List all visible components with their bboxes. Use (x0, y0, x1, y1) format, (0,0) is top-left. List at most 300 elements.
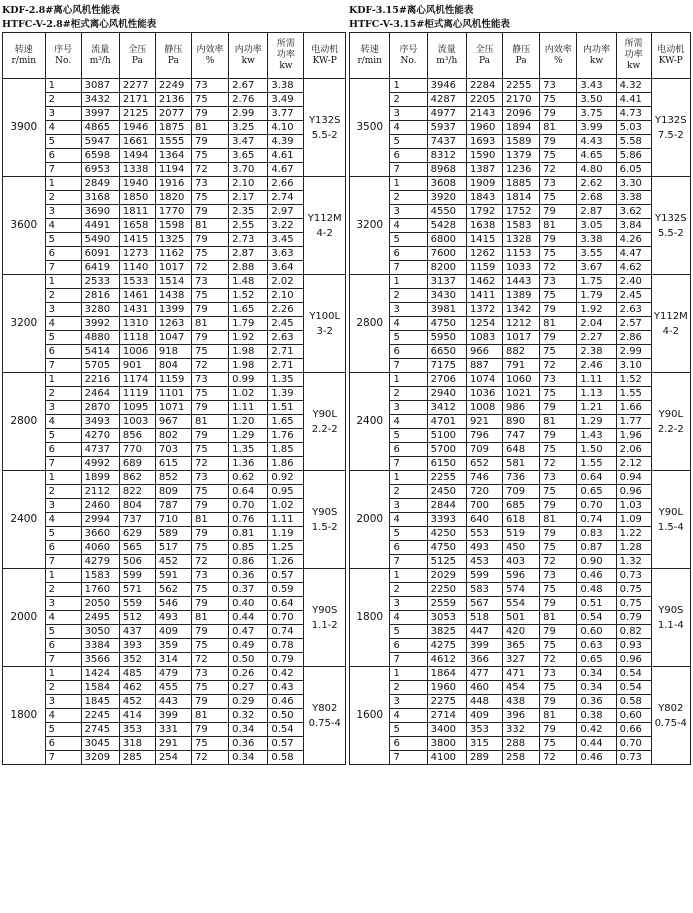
motor-line: 1.5-4 (657, 521, 684, 533)
table-row (350, 79, 691, 93)
efficiency-cell: 75 (540, 289, 577, 303)
internal-power-cell: 0.65 (577, 485, 616, 499)
no-cell: 1 (390, 79, 427, 93)
required-power-cell: 3.49 (268, 93, 304, 107)
no-cell: 4 (390, 317, 427, 331)
table-row (3, 149, 346, 163)
no-cell: 5 (390, 233, 427, 247)
total-pressure-cell: 640 (466, 513, 502, 527)
required-power-cell: 2.40 (616, 275, 651, 289)
internal-power-cell: 0.76 (229, 513, 268, 527)
static-pressure-cell: 517 (155, 541, 191, 555)
flow-cell: 2714 (427, 709, 466, 723)
table-row (350, 359, 691, 373)
flow-cell: 6091 (81, 247, 119, 261)
required-power-cell: 3.45 (268, 233, 304, 247)
static-pressure-cell: 471 (503, 667, 540, 681)
internal-power-cell: 1.92 (229, 331, 268, 345)
no-cell: 4 (45, 219, 81, 233)
internal-power-cell: 0.64 (577, 471, 616, 485)
static-pressure-cell: 1752 (503, 205, 540, 219)
flow-cell: 3608 (427, 177, 466, 191)
header-line: 全压 (128, 44, 147, 55)
flow-cell: 4865 (81, 121, 119, 135)
flow-cell: 5947 (81, 135, 119, 149)
table-row (350, 681, 691, 695)
required-power-cell: 2.74 (268, 191, 304, 205)
flow-cell: 8312 (427, 149, 466, 163)
internal-power-cell: 1.79 (577, 289, 616, 303)
static-pressure-cell: 1598 (155, 219, 191, 233)
no-cell: 4 (45, 513, 81, 527)
efficiency-cell: 73 (191, 177, 228, 191)
no-cell: 1 (390, 275, 427, 289)
flow-cell: 2050 (81, 597, 119, 611)
flow-cell: 4977 (427, 107, 466, 121)
efficiency-cell: 81 (540, 709, 577, 723)
table-row (3, 205, 346, 219)
table-row (3, 751, 346, 765)
table-row (3, 569, 346, 583)
motor-line: Y132S (308, 114, 341, 126)
table-row (350, 695, 691, 709)
static-pressure-cell: 890 (503, 415, 540, 429)
internal-power-cell: 0.27 (229, 681, 268, 695)
efficiency-cell: 81 (540, 317, 577, 331)
static-pressure-cell: 403 (503, 555, 540, 569)
efficiency-cell: 79 (540, 233, 577, 247)
no-cell: 3 (390, 303, 427, 317)
total-pressure-cell: 1494 (119, 149, 155, 163)
total-pressure-cell: 599 (119, 569, 155, 583)
no-cell: 7 (45, 653, 81, 667)
speed-cell: 2800 (3, 373, 46, 471)
flow-cell: 4279 (81, 555, 119, 569)
required-power-cell: 4.41 (616, 93, 651, 107)
no-cell: 1 (390, 373, 427, 387)
required-power-cell: 0.50 (268, 709, 304, 723)
header-line: Pa (131, 55, 143, 66)
total-pressure-cell: 901 (119, 359, 155, 373)
efficiency-cell: 79 (191, 107, 228, 121)
table-row (350, 331, 691, 345)
required-power-cell: 0.82 (616, 625, 651, 639)
required-power-cell: 1.52 (616, 373, 651, 387)
speed-cell: 3200 (350, 177, 390, 275)
static-pressure-cell: 2096 (503, 107, 540, 121)
internal-power-cell: 0.36 (229, 737, 268, 751)
internal-power-cell: 0.36 (229, 569, 268, 583)
table-row (350, 401, 691, 415)
flow-cell: 2533 (81, 275, 119, 289)
flow-cell: 1584 (81, 681, 119, 695)
static-pressure-cell: 1364 (155, 149, 191, 163)
static-pressure-cell: 589 (155, 527, 191, 541)
total-pressure-cell: 1338 (119, 163, 155, 177)
static-pressure-cell: 1875 (155, 121, 191, 135)
required-power-cell: 0.57 (268, 737, 304, 751)
no-cell: 1 (45, 569, 81, 583)
total-pressure-cell: 1960 (466, 121, 502, 135)
table-row (3, 527, 346, 541)
motor-line: 5.5-2 (657, 227, 684, 239)
static-pressure-cell: 454 (503, 681, 540, 695)
flow-cell: 3280 (81, 303, 119, 317)
efficiency-cell: 75 (540, 149, 577, 163)
efficiency-cell: 75 (540, 191, 577, 205)
internal-power-cell: 1.92 (577, 303, 616, 317)
no-cell: 7 (390, 359, 427, 373)
efficiency-cell: 75 (540, 583, 577, 597)
table-row (3, 275, 346, 289)
internal-power-cell: 3.47 (229, 135, 268, 149)
no-cell: 5 (390, 625, 427, 639)
total-pressure-cell: 485 (119, 667, 155, 681)
internal-power-cell: 3.99 (577, 121, 616, 135)
table-row (3, 121, 346, 135)
efficiency-cell: 72 (191, 261, 228, 275)
header-internal-power (229, 33, 268, 79)
total-pressure-cell: 709 (466, 443, 502, 457)
flow-cell: 5950 (427, 331, 466, 345)
flow-cell: 1583 (81, 569, 119, 583)
internal-power-cell: 0.81 (229, 527, 268, 541)
static-pressure-cell: 2077 (155, 107, 191, 121)
no-cell: 6 (45, 149, 81, 163)
flow-cell: 2464 (81, 387, 119, 401)
internal-power-cell: 1.29 (577, 415, 616, 429)
flow-cell: 3168 (81, 191, 119, 205)
internal-power-cell: 0.36 (577, 695, 616, 709)
table-row (3, 597, 346, 611)
static-pressure-cell: 1583 (503, 219, 540, 233)
no-cell: 7 (45, 163, 81, 177)
table-row (350, 709, 691, 723)
static-pressure-cell: 596 (503, 569, 540, 583)
header-efficiency (540, 33, 577, 79)
total-pressure-cell: 583 (466, 583, 502, 597)
table-row (350, 387, 691, 401)
efficiency-cell: 75 (191, 247, 228, 261)
no-cell: 6 (390, 737, 427, 751)
table-row (350, 625, 691, 639)
internal-power-cell: 2.76 (229, 93, 268, 107)
flow-cell: 5100 (427, 429, 466, 443)
static-pressure-cell: 615 (155, 457, 191, 471)
internal-power-cell: 2.73 (229, 233, 268, 247)
table-row (350, 667, 691, 681)
no-cell: 3 (45, 205, 81, 219)
flow-cell: 5490 (81, 233, 119, 247)
flow-cell: 6650 (427, 345, 466, 359)
no-cell: 4 (390, 121, 427, 135)
table-row (350, 499, 691, 513)
internal-power-cell: 1.35 (229, 443, 268, 457)
static-pressure-cell: 1820 (155, 191, 191, 205)
static-pressure-cell: 331 (155, 723, 191, 737)
required-power-cell: 4.10 (268, 121, 304, 135)
flow-cell: 6150 (427, 457, 466, 471)
no-cell: 7 (390, 163, 427, 177)
total-pressure-cell: 2125 (119, 107, 155, 121)
static-pressure-cell: 288 (503, 737, 540, 751)
no-cell: 2 (45, 191, 81, 205)
required-power-cell: 0.79 (616, 611, 651, 625)
header-required-power (268, 33, 304, 79)
required-power-cell: 1.55 (616, 387, 651, 401)
table-row (3, 317, 346, 331)
table-row (3, 303, 346, 317)
no-cell: 3 (390, 597, 427, 611)
no-cell: 7 (45, 555, 81, 569)
motor-line: 2.2-2 (657, 423, 684, 435)
total-pressure-cell: 393 (119, 639, 155, 653)
required-power-cell: 2.71 (268, 359, 304, 373)
motor-line: Y90S (312, 604, 338, 616)
header-line: 功率 (276, 50, 295, 60)
total-pressure-cell: 2284 (466, 79, 502, 93)
internal-power-cell: 2.35 (229, 205, 268, 219)
internal-power-cell: 1.79 (229, 317, 268, 331)
motor-line: Y90S (312, 506, 338, 518)
total-pressure-cell: 1036 (466, 387, 502, 401)
static-pressure-cell: 967 (155, 415, 191, 429)
required-power-cell: 1.03 (616, 499, 651, 513)
total-pressure-cell: 1273 (119, 247, 155, 261)
efficiency-cell: 73 (540, 373, 577, 387)
required-power-cell: 0.73 (616, 751, 651, 765)
right-title-2: HTFC-V-3.15#柜式离心风机性能表 (349, 19, 510, 30)
no-cell: 2 (390, 681, 427, 695)
total-pressure-cell: 518 (466, 611, 502, 625)
internal-power-cell: 0.86 (229, 555, 268, 569)
efficiency-cell: 72 (191, 359, 228, 373)
speed-cell: 1800 (3, 667, 46, 765)
speed-cell: 1800 (350, 569, 390, 667)
table-row (3, 723, 346, 737)
header-line: kw (589, 55, 604, 66)
flow-cell: 2029 (427, 569, 466, 583)
static-pressure-cell: 591 (155, 569, 191, 583)
efficiency-cell: 75 (191, 737, 228, 751)
table-row (350, 261, 691, 275)
no-cell: 7 (390, 261, 427, 275)
total-pressure-cell: 1006 (119, 345, 155, 359)
static-pressure-cell: 2170 (503, 93, 540, 107)
required-power-cell: 0.95 (268, 485, 304, 499)
motor-line: 5.5-2 (311, 129, 338, 141)
internal-power-cell: 0.29 (229, 695, 268, 709)
total-pressure-cell: 571 (119, 583, 155, 597)
efficiency-cell: 75 (191, 583, 228, 597)
efficiency-cell: 73 (191, 471, 228, 485)
efficiency-cell: 79 (540, 625, 577, 639)
internal-power-cell: 1.43 (577, 429, 616, 443)
total-pressure-cell: 512 (119, 611, 155, 625)
table-row (350, 485, 691, 499)
flow-cell: 3660 (81, 527, 119, 541)
efficiency-cell: 72 (191, 457, 228, 471)
header-line: No. (400, 55, 417, 66)
flow-cell: 4550 (427, 205, 466, 219)
internal-power-cell: 0.90 (577, 555, 616, 569)
efficiency-cell: 79 (191, 233, 228, 247)
total-pressure-cell: 1431 (119, 303, 155, 317)
flow-cell: 2460 (81, 499, 119, 513)
internal-power-cell: 0.85 (229, 541, 268, 555)
static-pressure-cell: 1438 (155, 289, 191, 303)
no-cell: 6 (390, 247, 427, 261)
efficiency-cell: 75 (191, 387, 228, 401)
required-power-cell: 0.58 (616, 695, 651, 709)
no-cell: 4 (45, 415, 81, 429)
motor-line: Y90S (658, 604, 684, 616)
flow-cell: 1424 (81, 667, 119, 681)
total-pressure-cell: 689 (119, 457, 155, 471)
no-cell: 1 (45, 667, 81, 681)
internal-power-cell: 0.37 (229, 583, 268, 597)
table-row (3, 107, 346, 121)
internal-power-cell: 3.25 (229, 121, 268, 135)
no-cell: 6 (390, 443, 427, 457)
flow-cell: 3992 (81, 317, 119, 331)
no-cell: 3 (45, 499, 81, 513)
internal-power-cell: 0.60 (577, 625, 616, 639)
total-pressure-cell: 452 (119, 695, 155, 709)
static-pressure-cell: 791 (503, 359, 540, 373)
no-cell: 3 (45, 401, 81, 415)
static-pressure-cell: 918 (155, 345, 191, 359)
required-power-cell: 0.92 (268, 471, 304, 485)
required-power-cell: 0.59 (268, 583, 304, 597)
static-pressure-cell: 802 (155, 429, 191, 443)
flow-cell: 7437 (427, 135, 466, 149)
efficiency-cell: 81 (540, 219, 577, 233)
no-cell: 7 (45, 261, 81, 275)
motor-line: Y90L (658, 506, 684, 518)
no-cell: 1 (45, 471, 81, 485)
required-power-cell: 1.09 (616, 513, 651, 527)
motor-line: 2.2-2 (311, 423, 338, 435)
total-pressure-cell: 1118 (119, 331, 155, 345)
efficiency-cell: 75 (191, 681, 228, 695)
total-pressure-cell: 700 (466, 499, 502, 513)
no-cell: 5 (45, 233, 81, 247)
flow-cell: 4287 (427, 93, 466, 107)
flow-cell: 6419 (81, 261, 119, 275)
efficiency-cell: 75 (540, 541, 577, 555)
static-pressure-cell: 1379 (503, 149, 540, 163)
static-pressure-cell: 574 (503, 583, 540, 597)
static-pressure-cell: 365 (503, 639, 540, 653)
motor-line: 3-2 (316, 325, 333, 337)
internal-power-cell: 2.88 (229, 261, 268, 275)
efficiency-cell: 79 (540, 597, 577, 611)
flow-cell: 5705 (81, 359, 119, 373)
no-cell: 6 (45, 247, 81, 261)
total-pressure-cell: 1140 (119, 261, 155, 275)
required-power-cell: 3.30 (616, 177, 651, 191)
static-pressure-cell: 581 (503, 457, 540, 471)
no-cell: 1 (45, 177, 81, 191)
total-pressure-cell: 887 (466, 359, 502, 373)
efficiency-cell: 75 (191, 443, 228, 457)
table-row (350, 555, 691, 569)
required-power-cell: 0.79 (268, 653, 304, 667)
static-pressure-cell: 254 (155, 751, 191, 765)
flow-cell: 2745 (81, 723, 119, 737)
header-line: 功率 (624, 50, 643, 60)
internal-power-cell: 0.34 (229, 723, 268, 737)
flow-cell: 2112 (81, 485, 119, 499)
no-cell: 2 (390, 191, 427, 205)
static-pressure-cell: 1071 (155, 401, 191, 415)
no-cell: 2 (45, 93, 81, 107)
required-power-cell: 0.58 (268, 751, 304, 765)
flow-cell: 1760 (81, 583, 119, 597)
table-row (3, 219, 346, 233)
total-pressure-cell: 462 (119, 681, 155, 695)
internal-power-cell: 1.13 (577, 387, 616, 401)
total-pressure-cell: 1533 (119, 275, 155, 289)
total-pressure-cell: 1843 (466, 191, 502, 205)
flow-cell: 3430 (427, 289, 466, 303)
total-pressure-cell: 804 (119, 499, 155, 513)
required-power-cell: 3.63 (268, 247, 304, 261)
internal-power-cell: 4.80 (577, 163, 616, 177)
no-cell: 5 (45, 723, 81, 737)
internal-power-cell: 3.05 (577, 219, 616, 233)
internal-power-cell: 3.65 (229, 149, 268, 163)
efficiency-cell: 81 (540, 415, 577, 429)
flow-cell: 5428 (427, 219, 466, 233)
table-row (350, 107, 691, 121)
table-row (3, 345, 346, 359)
header-line: 内功率 (582, 44, 610, 55)
internal-power-cell: 1.36 (229, 457, 268, 471)
header-line: m³/h (89, 55, 111, 66)
table-row (3, 653, 346, 667)
table-row (350, 219, 691, 233)
total-pressure-cell: 2205 (466, 93, 502, 107)
flow-cell: 4992 (81, 457, 119, 471)
flow-cell: 3825 (427, 625, 466, 639)
efficiency-cell: 79 (540, 107, 577, 121)
internal-power-cell: 0.74 (577, 513, 616, 527)
static-pressure-cell: 1033 (503, 261, 540, 275)
no-cell: 4 (390, 219, 427, 233)
total-pressure-cell: 2171 (119, 93, 155, 107)
total-pressure-cell: 2143 (466, 107, 502, 121)
flow-cell: 5414 (81, 345, 119, 359)
total-pressure-cell: 1003 (119, 415, 155, 429)
efficiency-cell: 81 (191, 121, 228, 135)
required-power-cell: 0.78 (268, 639, 304, 653)
efficiency-cell: 81 (191, 513, 228, 527)
internal-power-cell: 0.64 (229, 485, 268, 499)
total-pressure-cell: 553 (466, 527, 502, 541)
internal-power-cell: 2.38 (577, 345, 616, 359)
total-pressure-cell: 1590 (466, 149, 502, 163)
speed-cell: 2800 (350, 275, 390, 373)
table-row (3, 401, 346, 415)
static-pressure-cell: 562 (155, 583, 191, 597)
flow-cell: 4701 (427, 415, 466, 429)
required-power-cell: 2.02 (268, 275, 304, 289)
header-required-power (616, 33, 651, 79)
no-cell: 1 (390, 177, 427, 191)
flow-cell: 4750 (427, 317, 466, 331)
